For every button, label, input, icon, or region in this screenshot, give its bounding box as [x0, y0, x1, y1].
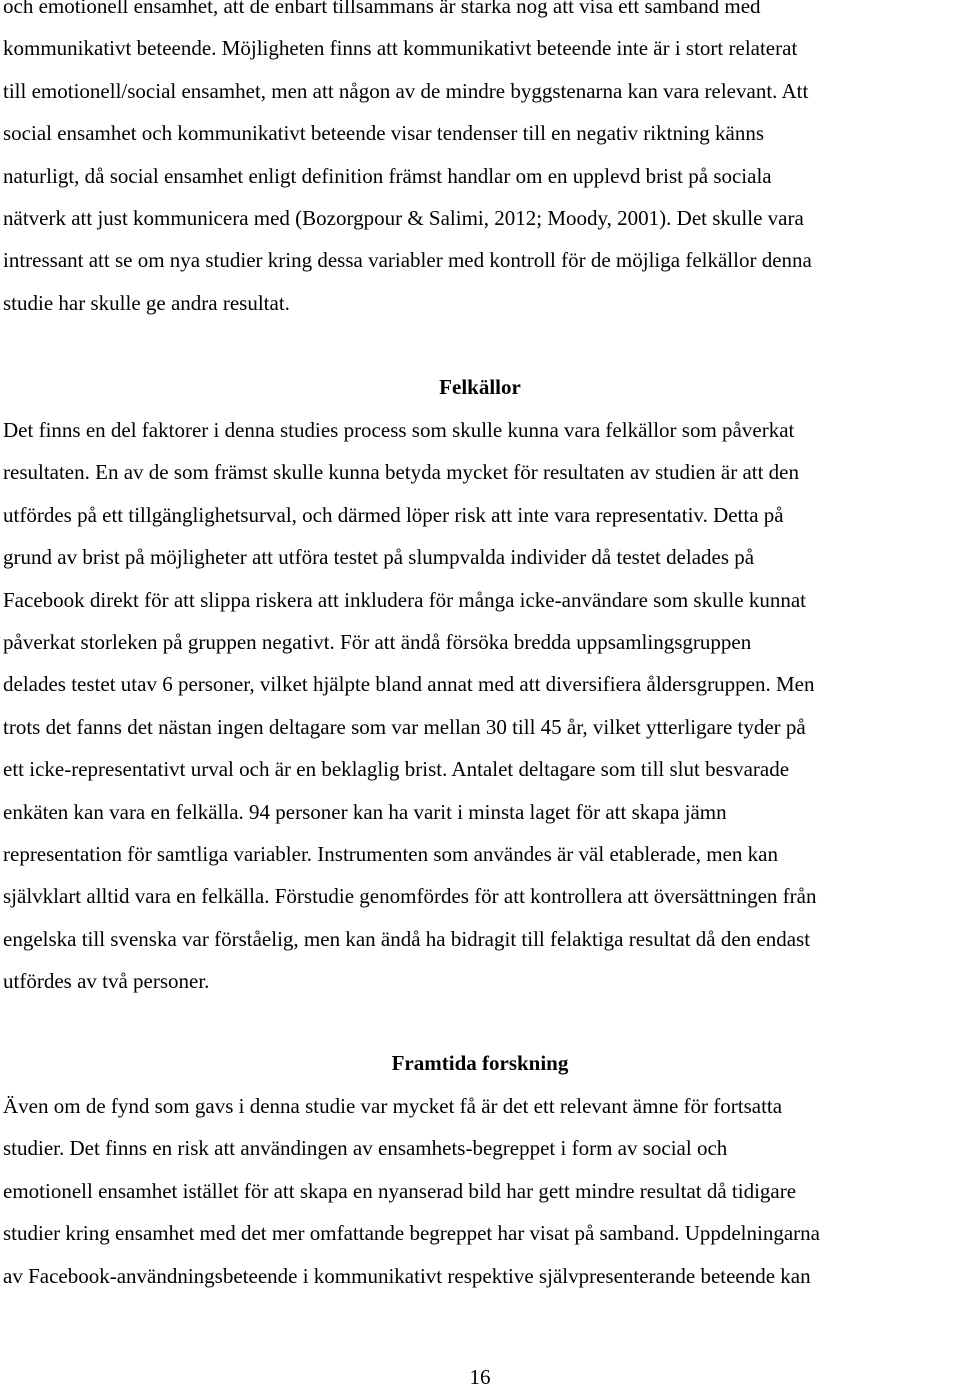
- text-line: Även om de fynd som gavs i denna studie var mycket få är det ett relevant ämne för fortsatta: [3, 1094, 783, 1118]
- text-line: ett icke-representativt urval och är en beklaglig brist. Antalet deltagare som till slut besvarade: [3, 757, 790, 782]
- text-line: studier kring ensamhet med det mer omfattande begreppet har visat på samband. Uppdelningarna: [3, 1221, 820, 1246]
- text-line: påverkat storleken på gruppen negativt. För att ändå försöka bredda uppsamlingsgruppen: [3, 629, 752, 654]
- page-number: 16: [469, 1365, 491, 1389]
- heading-framtida-forskning: Framtida forskning: [391, 1051, 569, 1075]
- body-paragraph-framtida-forskning: [3, 1085, 957, 1297]
- text-line: representation för samtliga variabler. Instrumenten som användes är väl etablerade, men kan: [3, 841, 778, 866]
- text-line: till emotionell/social ensamhet, men att någon av de mindre byggstenarna kan vara relevant. Att: [3, 78, 809, 103]
- text-line: resultaten. En av de som främst skulle kunna betyda mycket för resultaten av studien är att den: [3, 460, 800, 485]
- text-line: självklart alltid vara en felkälla. Förstudie genomfördes för att kontrollera att översättningen från: [3, 884, 817, 909]
- text-line: studie har skulle ge andra resultat.: [3, 290, 290, 315]
- text-line: social ensamhet och kommunikativt beteende visar tendenser till en negativ riktning känns: [3, 121, 765, 146]
- body-paragraph-continuation: [3, 0, 957, 324]
- text-line: enkäten kan vara en felkälla. 94 personer kan ha varit i minsta laget för att skapa jämn: [3, 799, 727, 824]
- text-line: grund av brist på möjligheter att utföra testet på slumpvalda individer då testet delades på: [3, 545, 755, 570]
- text-line: Det finns en del faktorer i denna studies process som skulle kunna vara felkällor som påverkat: [3, 418, 795, 442]
- text-line: studier. Det finns en risk att användingen av ensamhets-begreppet i form av social och: [3, 1136, 728, 1161]
- text-line: utfördes av två personer.: [3, 969, 210, 994]
- text-line: intressant att se om nya studier kring dessa variabler med kontroll för de möjliga felkällor denna: [3, 248, 812, 273]
- text-line: och emotionell ensamhet, att de enbart tillsammans är starka nog att visa ett samband med: [3, 0, 761, 18]
- text-line: Facebook direkt för att slippa riskera att inkludera för många icke-användare som skulle kunnat: [3, 587, 806, 612]
- text-line: av Facebook-användningsbeteende i kommunikativt respektive självpresenterande beteende kan: [3, 1263, 811, 1288]
- body-paragraph-felkallor: [3, 409, 957, 1002]
- text-line: utfördes på ett tillgänglighetsurval, och därmed löper risk att inte vara representativ. Detta på: [3, 502, 784, 527]
- text-line: nätverk att just kommunicera med (Bozorgpour & Salimi, 2012; Moody, 2001). Det skulle vara: [3, 205, 804, 230]
- text-line: emotionell ensamhet istället för att skapa en nyanserad bild har gett mindre resultat då tidigare: [3, 1178, 797, 1203]
- heading-felkallor: Felkällor: [439, 375, 521, 399]
- text-line: engelska till svenska var förståelig, men kan ändå ha bidragit till felaktiga resultat då den endast: [3, 926, 811, 951]
- text-line: delades testet utav 6 personer, vilket hjälpte bland annat med att diversifiera åldersgruppen. Men: [3, 672, 815, 697]
- text-line: trots det fanns det nästan ingen deltagare som var mellan 30 till 45 år, vilket ytterligare tyder på: [3, 714, 806, 739]
- text-line: naturligt, då social ensamhet enligt definition främst handlar om en upplevd brist på sociala: [3, 163, 772, 188]
- text-line: kommunikativt beteende. Möjligheten finns att kommunikativt beteende inte är i stort relaterat: [3, 36, 798, 61]
